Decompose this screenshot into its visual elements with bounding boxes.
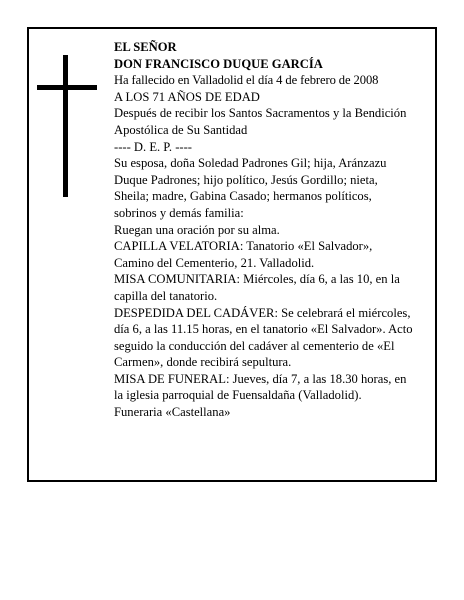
cross-vertical-bar (63, 55, 68, 197)
notice-text (114, 39, 414, 421)
community-mass-info: MISA COMUNITARIA: Miércoles, día 6, a las 10, en la capilla del tanatorio. (114, 272, 400, 303)
funeral-mass-info: MISA DE FUNERAL: Jueves, día 7, a las 18.30 horas, en la iglesia parroquial de Fuensaldaña (Valladolid). (114, 371, 407, 403)
farewell-info: DESPEDIDA DEL CADÁVER: Se celebrará el miércoles, día 6, a las 11.15 horas, en el tanatorio «El Salvador». Acto seguido la conducción del cadáver al cementerio de «El Carmen», donde recibirá sepultura. (114, 305, 413, 370)
sacraments-text: Después de recibir los Santos Sacramentos y la Bendición Apostólica de Su Santidad (114, 106, 407, 137)
prayer-request: Ruegan una oración por su alma. (114, 222, 280, 237)
family-list: Su esposa, doña Soledad Padrones Gil; hija, Aránzazu Duque Padrones; hijo político, Jesús Gordillo; nieta, Sheila; madre, Gabina Casado; hermanos políticos, sobrinos y demás familia: (114, 156, 387, 220)
cross-horizontal-bar (37, 85, 97, 90)
rip-line: ---- D. E. P. ---- (114, 139, 192, 154)
deceased-name: DON FRANCISCO DUQUE GARCÍA (114, 56, 323, 71)
chapel-info: CAPILLA VELATORIA: Tanatorio «El Salvador», Camino del Cementerio, 21. Valladolid. (114, 239, 373, 270)
notice-title: EL SEÑOR (114, 40, 177, 54)
funeral-home: Funeraria «Castellana» (114, 405, 231, 420)
cross-icon (37, 55, 97, 197)
death-announcement: Ha fallecido en Valladolid el día 4 de febrero de 2008 (114, 73, 379, 88)
age-at-death: A LOS 71 AÑOS DE EDAD (114, 89, 260, 104)
